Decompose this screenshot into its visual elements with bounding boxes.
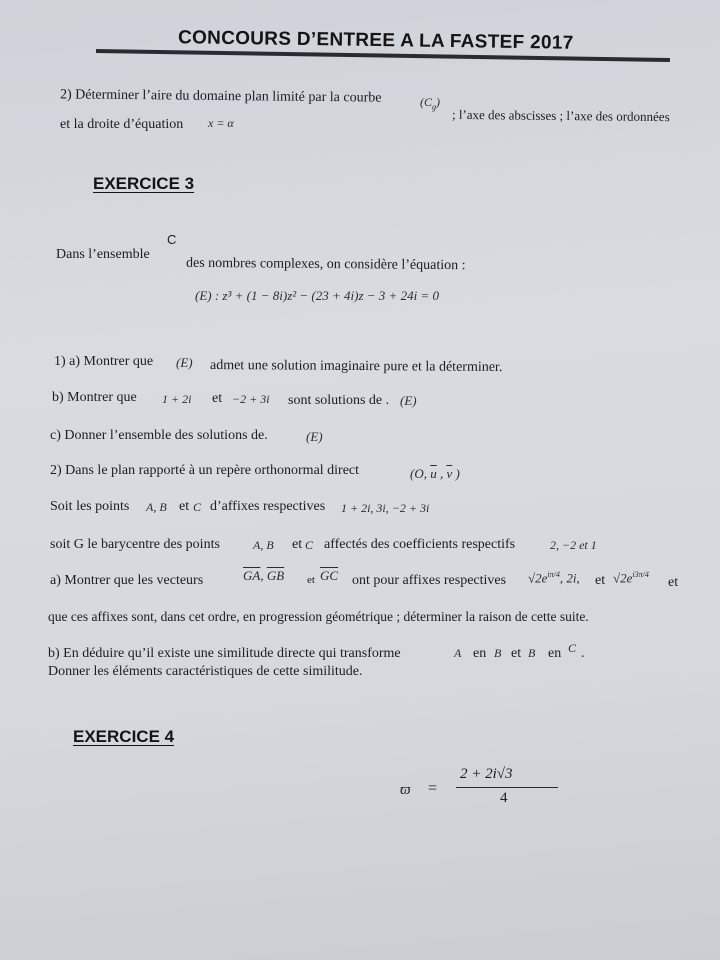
qb-A: A — [454, 646, 462, 660]
qa-et: et — [307, 574, 315, 586]
q2b-c: C — [193, 500, 202, 514]
ex2-line1: 2) Déterminer l’aire du domaine plan limité par la courbe — [59, 87, 382, 106]
equation-E: (E) : z³ + (1 − 8i)z² − (23 + 4i)z − 3 + 24i = 0 — [195, 288, 439, 303]
qb-en1: en — [473, 646, 487, 661]
ex3-intro-b: des nombres complexes, on considère l’équation : — [185, 255, 466, 274]
q2c-text-b: affectés des coefficients respectifs — [324, 537, 516, 552]
qb-et: et — [511, 646, 522, 661]
qa-line2: que ces affixes sont, dans cet ordre, en progression géométrique ; déterminer la raison de cette suite. — [48, 609, 589, 624]
qa-v3: $\overline{GC}$ — [320, 568, 339, 583]
q2b-text-b: d’affixes respectives — [210, 499, 326, 514]
ex2-line2: et la droite d’équation — [60, 117, 184, 132]
qa-text-b: ont pour affixes respectives — [352, 573, 507, 588]
q2c-text-a: soit G le barycentre des points — [50, 537, 220, 552]
qa-vectors: $\overline{GA}$, $\overline{GB}$ — [243, 568, 285, 583]
qb-text-a: b) En déduire qu’il existe une similitude directe qui transforme — [48, 646, 401, 661]
equals-sign: = — [428, 780, 438, 797]
q1a-text-a: 1) a) Montrer que — [54, 354, 154, 369]
ex2-line1b: ; l’axe des abscisses ; l’axe des ordonnées — [451, 106, 670, 125]
q1b-E: (E) — [400, 393, 417, 408]
qa-et2: et — [595, 573, 606, 588]
q2c-coefs: 2, −2 et 1 — [550, 538, 597, 552]
q2b-affixes: 1 + 2i, 3i, −2 + 3i — [341, 501, 430, 515]
q1b-et: et — [212, 391, 223, 406]
q1c-E: (E) — [306, 429, 323, 444]
q2-frame: (O, $\overline{u}$ , $\overline{v}$ ) — [410, 466, 460, 481]
qb-C: C — [568, 641, 577, 655]
qb-B2: B — [528, 646, 536, 660]
q2c-c: C — [305, 538, 314, 552]
q2c-points: A, B — [253, 538, 274, 552]
q2-text: 2) Dans le plan rapporté à un repère orthonormal direct — [50, 463, 360, 478]
complex-set-symbol: C — [167, 232, 177, 247]
q1b-text-b: sont solutions de . — [288, 393, 390, 408]
qa-z1: $√2e^{i\pi/4}$, 2i, — [528, 570, 580, 586]
page-title: CONCOURS D’ENTREE A LA FASTEF 2017 — [177, 27, 574, 54]
omega-symbol: ϖ — [400, 782, 411, 798]
q2b-text-a: Soit les points — [50, 499, 130, 514]
q1a-text-b: admet une solution imaginaire pure et la déterminer. — [209, 357, 503, 376]
qb-line2: Donner les éléments caractéristiques de cette similitude. — [48, 664, 363, 679]
q2b-et: et — [179, 499, 190, 514]
q1c-text: c) Donner l’ensemble des solutions de. — [50, 428, 268, 443]
q2b-points: A, B — [146, 500, 167, 514]
q1b-m1: 1 + 2i — [162, 392, 192, 406]
qb-B: B — [494, 646, 502, 660]
ex2-eq: x = α — [208, 116, 234, 130]
q2c-et: et — [292, 537, 303, 552]
fraction-numerator: 2 + 2i√3 — [460, 766, 513, 782]
qb-dot: . — [581, 646, 585, 661]
ex3-intro-a: Dans l’ensemble — [56, 247, 150, 262]
q1b-m2: −2 + 3i — [232, 392, 270, 406]
exercise-4-heading: EXERCICE 4 — [73, 727, 175, 746]
fraction-denominator: 4 — [500, 790, 508, 806]
qa-z3: $√2e^{i3\pi/4}$ — [613, 570, 649, 586]
qb-en2: en — [548, 646, 562, 661]
q1b-text-a: b) Montrer que — [52, 390, 137, 405]
qa-text-a: a) Montrer que les vecteurs — [50, 573, 204, 588]
exercise-3-heading: EXERCICE 3 — [93, 174, 195, 193]
ex2-curve-symbol: $(C_g)$ — [420, 95, 440, 112]
qa-et3: et — [668, 575, 679, 590]
q1a-E: (E) — [176, 355, 193, 370]
fraction-bar — [456, 787, 558, 788]
